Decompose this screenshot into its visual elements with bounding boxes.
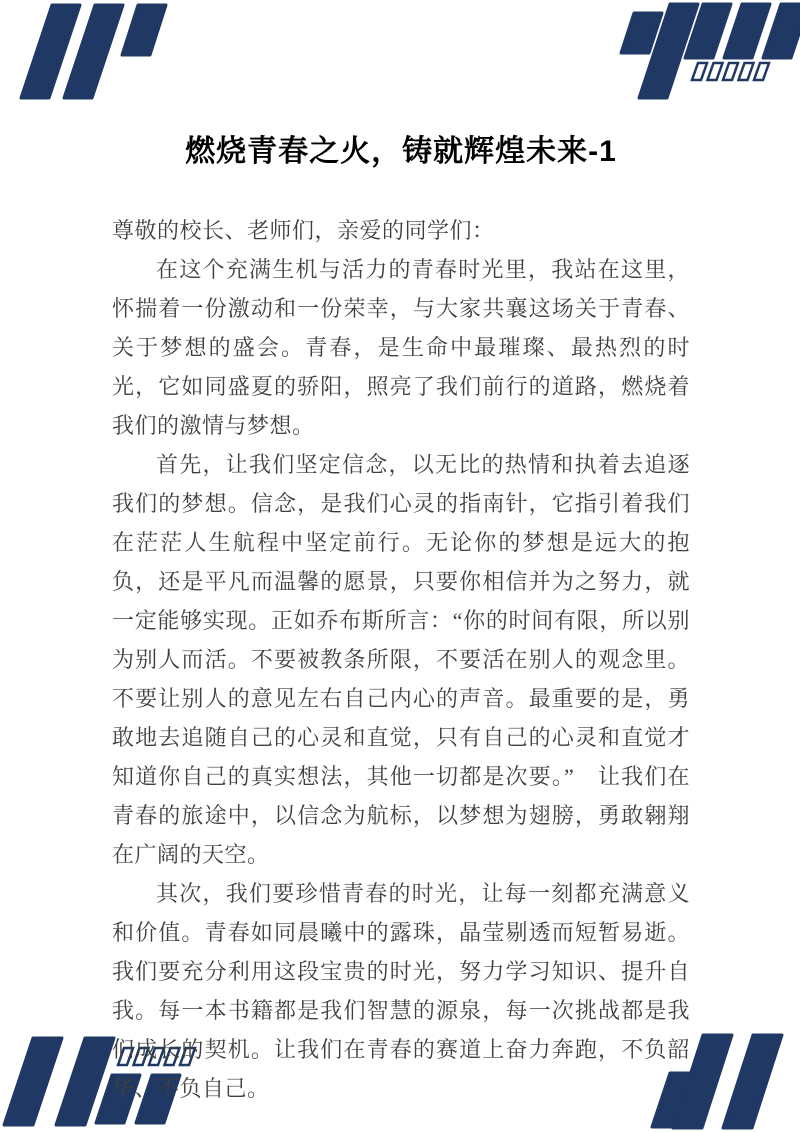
body-paragraph: 在这个充满生机与活力的青春时光里，我站在这里，怀揣着一份激动和一份荣幸，与大家共襄这场关于青春、关于梦想的盛会。青春，是生命中最璀璨、最热烈的时光，它如同盛夏的骄阳，照亮了我们前行的道路，燃烧着我们的激情与梦想。 <box>112 257 690 438</box>
corner-ornament-top-right-icon <box>598 0 800 110</box>
document-title: 燃烧青春之火，铸就辉煌未来-1 <box>185 135 617 168</box>
document-body <box>112 211 690 1108</box>
body-paragraph: 首先，让我们坚定信念，以无比的热情和执着去追逐我们的梦想。信念，是我们心灵的指南针，它指引着我们在茫茫人生航程中坚定前行。无论你的梦想是远大的抱负，还是平凡而温馨的愿景，只要你相信并为之努力，就一定能够实现。正如乔布斯所言：“你的时间有限，所以别为别人而活。不要被教条所限，不要活在别人的观念里。不要让别人的意见左右自己内心的声音。最重要的是，勇敢地去追随自己的心灵和直觉，只有自己的心灵和直觉才知道你自己的真实想法，其他一切都是次要。” 让我们在青春的旅途中，以信念为航标，以梦想为翅膀，勇敢翱翔在广阔的天空。 <box>112 452 690 867</box>
salutation-paragraph: 尊敬的校长、老师们，亲爱的同学们： <box>112 218 495 243</box>
document-content <box>112 130 690 1108</box>
corner-ornament-top-left-icon <box>8 0 188 105</box>
body-paragraph: 其次，我们要珍惜青春的时光，让每一刻都充满意义和价值。青春如同晨曦中的露珠，晶莹剔透而短暂易逝。我们要充分利用这段宝贵的时光，努力学习知识、提升自我。每一本书籍都是我们智慧的源泉，每一次挑战都是我们成长的契机。让我们在青春的赛道上奋力奔跑，不负韶华、不负自己。 <box>112 881 690 1101</box>
